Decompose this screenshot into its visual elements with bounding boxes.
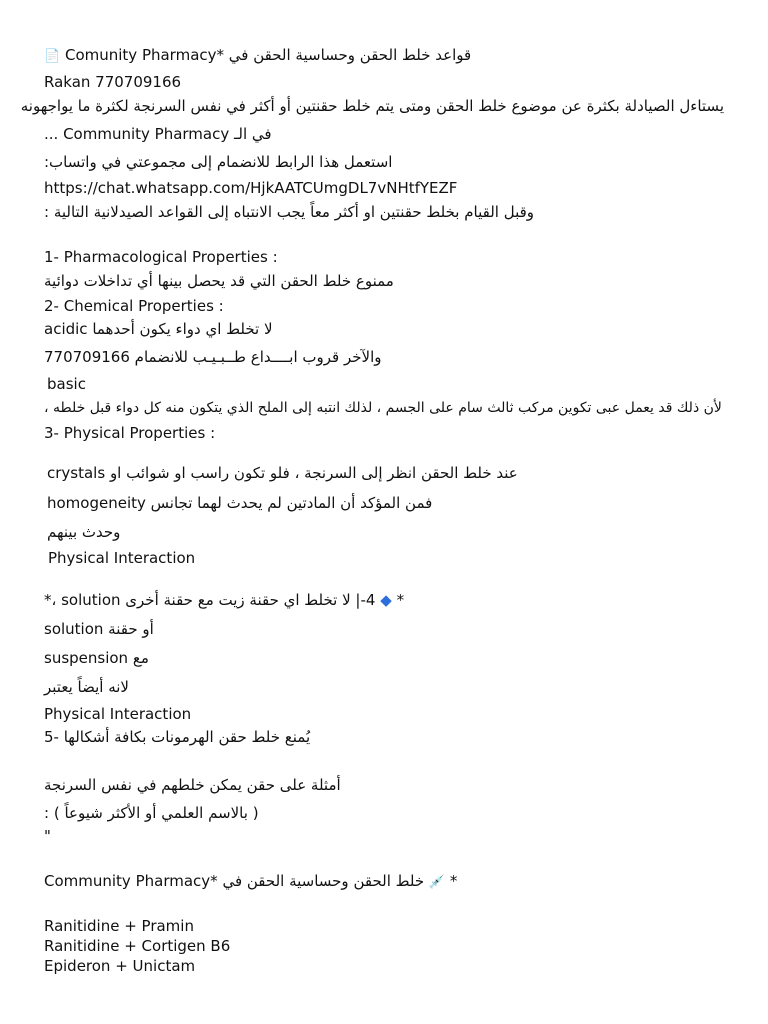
title-text: Comunity Pharmacy* قواعد خلط الحقن وحساسية الحقن في [64, 46, 472, 64]
rule-4-line [44, 590, 404, 610]
combo-item: Ranitidine + Cortigen B6 [44, 937, 231, 955]
rule-1-heading: 1- Pharmacological Properties : [44, 248, 278, 266]
rule-3-text-2: فمن المؤكد أن المادتين لم يحدث لهما تجانس homogeneity [47, 494, 433, 512]
rule-3-text-3: وحدث بينهم [47, 523, 121, 541]
rule-2-text-1: لا تخلط اي دواء يكون أحدهما acidic [44, 320, 273, 338]
syringe-icon: 💉 [428, 875, 446, 890]
whatsapp-link[interactable]: https://chat.whatsapp.com/HjkAATCUmgDL7vNHtfYEZF [44, 179, 458, 197]
examples-note: ( بالاسم العلمي أو الأكثر شيوعاً ) : [44, 804, 259, 822]
author-line: Rakan 770709166 [44, 73, 182, 91]
rule-3-text-4: Physical Interaction [48, 549, 196, 567]
title-line [44, 45, 471, 67]
rule-4-text-4: لانه أيضاً يعتبر [44, 678, 129, 696]
rule-5-text: يُمنع خلط حقن الهرمونات بكافة أشكالها -5 [44, 728, 311, 746]
intro-line-1: يستاءل الصيادلة بكثرة عن موضوع خلط الحقن ومتى يتم خلط حقنتين أو أكثر في نفس السرنجة لكثرة ما يواجهونه [20, 97, 724, 115]
quote-mark: " [44, 827, 51, 845]
rule-2-text-3: basic [47, 375, 86, 393]
rule-3-text-1: عند خلط الحقن انظر إلى السرنجة ، فلو تكون راسب او شوائب او crystals [47, 464, 518, 482]
rule-4-star: * [396, 591, 405, 609]
rule-4-text-2: أو حقنة solution [44, 620, 154, 638]
section-2-heading-line [44, 871, 457, 893]
rule-4-text-5: Physical Interaction [44, 705, 192, 723]
combo-item: Epideron + Unictam [44, 957, 196, 975]
rule-1-text: ممنوع خلط الحقن التي قد يحصل بينها أي تداخلات دوائية [44, 272, 394, 290]
rule-2-text-2: والآخر قروب ابــــداع طــبـيـب للانضمام 770709166 [44, 348, 382, 366]
rule-3-heading: 3- Physical Properties : [44, 424, 216, 442]
examples-heading: أمثلة على حقن يمكن خلطهم في نفس السرنجة [44, 776, 341, 794]
page-with-curl-icon: 📄 [44, 49, 61, 64]
intro-line-2: في الـ Community Pharmacy ... [44, 125, 272, 143]
rules-intro: وقبل القيام بخلط حقنتين او أكثر معاً يجب الانتباه إلى القواعد الصيدلانية التالية : [44, 203, 535, 221]
rule-4-text-3: مع suspension [44, 649, 149, 667]
link-label: استعمل هذا الرابط للانضمام إلى مجموعتي في واتساب: [44, 153, 393, 171]
section-2-heading: خلط الحقن وحساسية الحقن في *Community Pharmacy [44, 872, 425, 890]
rule-2-text-4: لأن ذلك قد يعمل عبى تكوين مركب ثالث سام على الجسم ، لذلك انتبه إلى الملح الذي يتكون منه كل دواء قبل خلطه ، [44, 400, 722, 416]
rule-4-text: 4-| لا تخلط اي حقنة زيت مع حقنة أخرى solution ،* [44, 591, 376, 609]
small-blue-diamond-icon: ◆ [380, 591, 392, 609]
rule-2-heading: 2- Chemical Properties : [44, 297, 224, 315]
combo-item: Ranitidine + Pramin [44, 917, 194, 935]
section-2-star: * [449, 872, 458, 890]
